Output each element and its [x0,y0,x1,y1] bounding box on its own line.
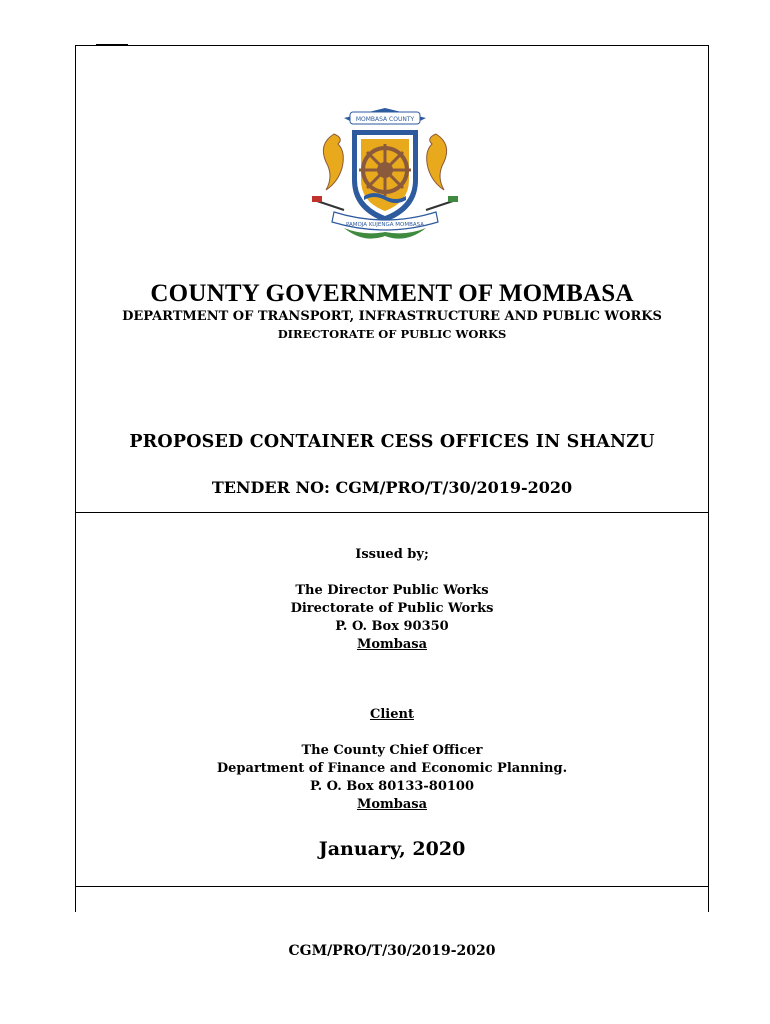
svg-text:MOMBASA COUNTY: MOMBASA COUNTY [355,116,415,123]
issuer-line: Directorate of Public Works [290,601,494,616]
client-block [75,706,709,814]
client-line: Department of Finance and Economic Planning. [216,761,568,776]
organization-title: COUNTY GOVERNMENT OF MOMBASA [150,280,634,307]
department-name: DEPARTMENT OF TRANSPORT, INFRASTRUCTURE AND PUBLIC WORKS [122,309,662,324]
document-date: January, 2020 [318,838,466,860]
directorate-name: DIRECTORATE OF PUBLIC WORKS [277,327,507,341]
issuer-line: P. O. Box 90350 [335,619,449,634]
issuer-city: Mombasa [356,637,428,652]
project-title: PROPOSED CONTAINER CESS OFFICES IN SHANZU [129,432,655,452]
client-line: P. O. Box 80133-80100 [309,779,475,794]
issuer-line: The Director Public Works [295,583,489,598]
client-heading: Client [370,707,414,722]
svg-text:PAMOJA KUJENGA MOMBASA: PAMOJA KUJENGA MOMBASA [345,222,425,228]
divider-bottom [75,886,709,887]
footer-reference: CGM/PRO/T/30/2019-2020 [288,943,496,959]
issued-by-block [75,546,709,654]
client-city: Mombasa [356,797,428,812]
client-line: The County Chief Officer [301,743,483,758]
divider-top [75,512,709,513]
county-crest-icon [304,104,466,244]
tender-number: TENDER NO: CGM/PRO/T/30/2019-2020 [211,478,573,497]
issued-heading: Issued by; [355,547,429,562]
